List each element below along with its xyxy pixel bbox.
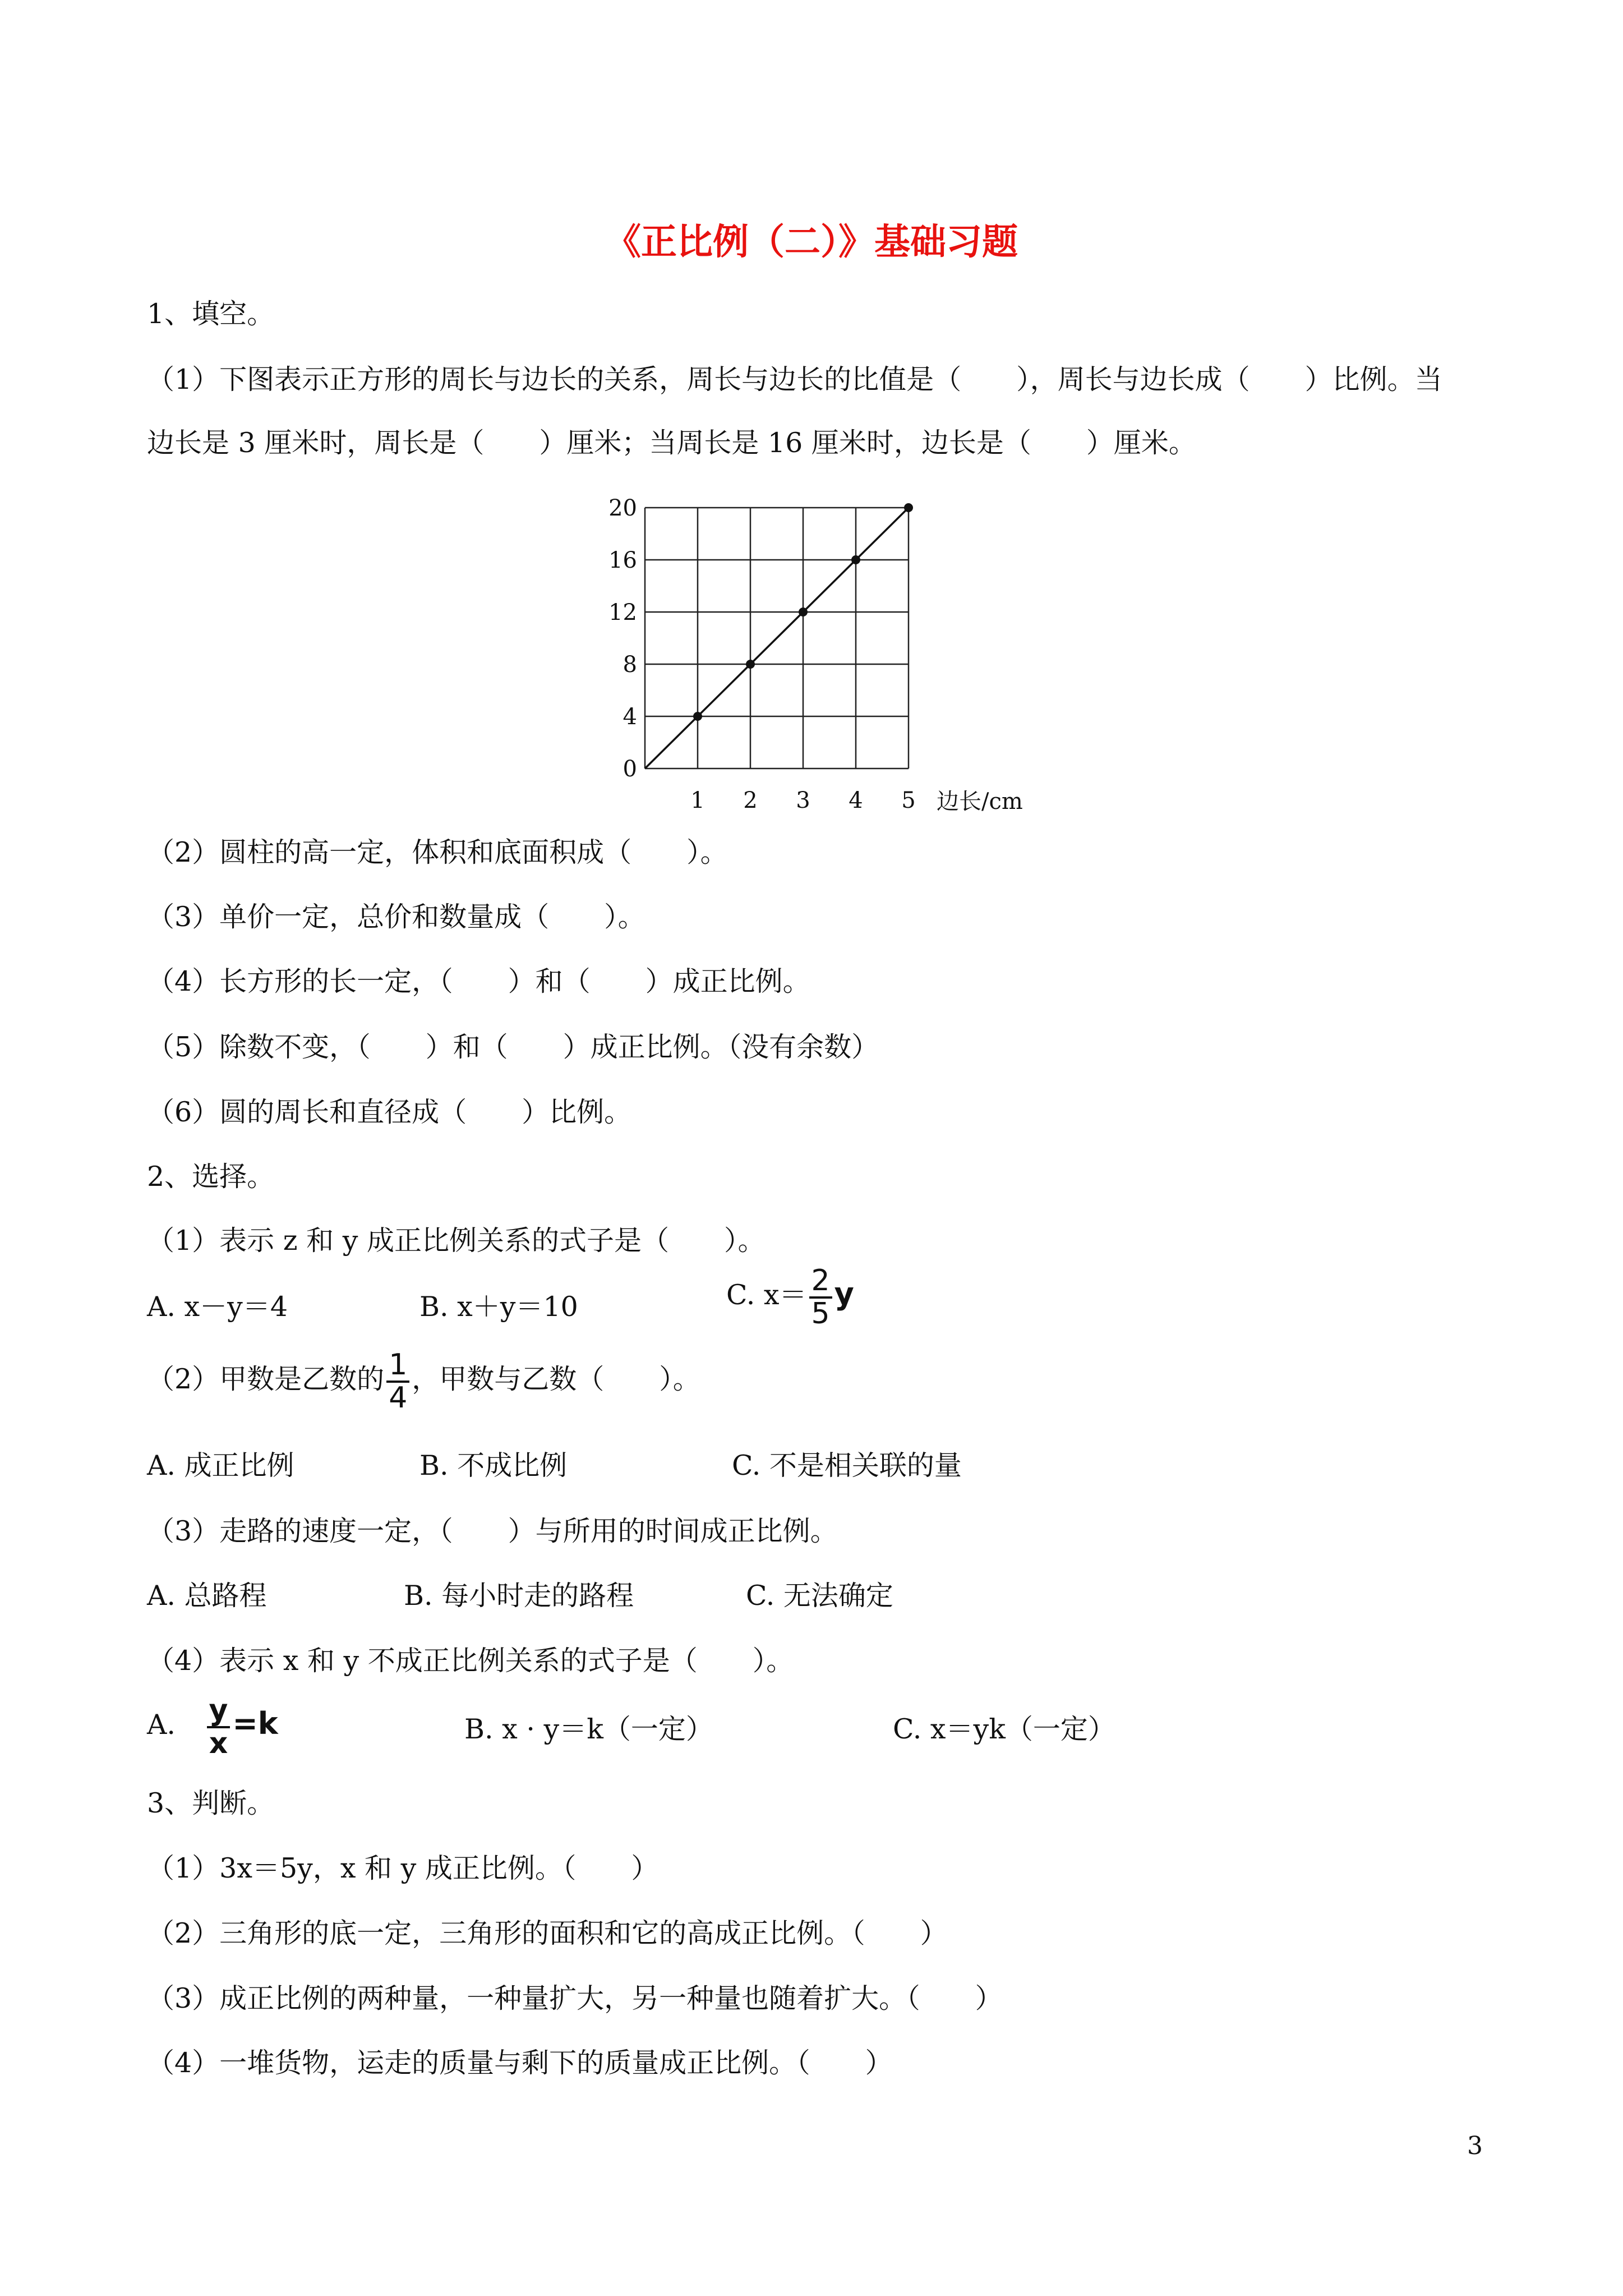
option-2-1-a: A. x－y＝4 — [147, 1291, 288, 1323]
option-2-4-a-prefix: A. — [147, 1709, 176, 1741]
page-number: 3 — [1467, 2132, 1483, 2160]
option-2-2-c: C. 不是相关联的量 — [732, 1450, 962, 1481]
series-line — [645, 508, 909, 769]
question-1-4: （4）长方形的长一定，（ ）和（ ）成正比例。 — [147, 965, 810, 997]
section-1-heading: 1、填空。 — [147, 298, 275, 330]
fraction-numerator: 2 — [809, 1266, 832, 1299]
data-point — [851, 555, 860, 564]
x-axis-label: 边长/cm — [937, 789, 1023, 813]
question-2-3: （3）走路的速度一定，（ ）与所用的时间成正比例。 — [147, 1515, 838, 1547]
option-2-1-b: B. x＋y＝10 — [419, 1291, 578, 1323]
fraction-y-over-x — [207, 1695, 230, 1759]
y-tick-label: 8 — [623, 652, 637, 678]
x-tick-label: 3 — [796, 788, 810, 813]
y-tick-label: 16 — [608, 547, 637, 573]
y-tick-label: 20 — [608, 495, 637, 521]
question-3-2: （2）三角形的底一定，三角形的面积和它的高成正比例。（ ） — [147, 1917, 948, 1949]
option-2-3-b: B. 每小时走的路程 — [404, 1580, 634, 1612]
question-2-2-prefix: （2）甲数是乙数的 — [147, 1363, 385, 1396]
option-2-3-c: C. 无法确定 — [746, 1580, 893, 1612]
x-tick-label: 5 — [901, 788, 916, 813]
question-3-1: （1）3x＝5y，x 和 y 成正比例。（ ） — [147, 1852, 659, 1884]
question-3-4: （4）一堆货物，运走的质量与剩下的质量成正比例。（ ） — [147, 2047, 893, 2079]
option-2-4-a-suffix: =k — [232, 1706, 278, 1742]
question-1-1-line-2: 边长是 3 厘米时，周长是（ ）厘米；当周长是 16 厘米时，边长是（ ）厘米。 — [147, 427, 1196, 459]
question-2-4: （4）表示 x 和 y 不成正比例关系的式子是（ ）。 — [147, 1645, 794, 1677]
page-title: 《正比例（二）》基础习题 — [605, 222, 1018, 263]
fraction-numerator: y — [207, 1695, 230, 1728]
question-2-2 — [147, 1350, 700, 1413]
fraction-denominator: 5 — [811, 1296, 830, 1331]
option-2-4-c: C. x＝yk（一定） — [893, 1713, 1115, 1745]
y-tick-label: 12 — [608, 600, 637, 625]
data-point — [799, 608, 808, 616]
section-3-heading: 3、判断。 — [147, 1787, 275, 1819]
question-2-1: （1）表示 z 和 y 成正比例关系的式子是（ ）。 — [147, 1225, 766, 1257]
perimeter-side-chart — [594, 488, 1043, 813]
fraction-two-fifths — [809, 1266, 832, 1329]
option-2-4-a — [147, 1695, 278, 1759]
question-1-6: （6）圆的周长和直径成（ ）比例。 — [147, 1096, 632, 1128]
x-tick-label: 4 — [849, 788, 863, 813]
fraction-one-quarter — [386, 1350, 409, 1413]
question-1-2: （2）圆柱的高一定，体积和底面积成（ ）。 — [147, 836, 728, 868]
question-1-3: （3）单价一定，总价和数量成（ ）。 — [147, 901, 645, 933]
question-1-1-line-1: （1）下图表示正方形的周长与边长的关系，周长与边长的比值是（ ），周长与边长成（ ）比例。当 — [147, 364, 1442, 395]
option-2-1-c-prefix: C. x＝ — [726, 1279, 807, 1312]
x-tick-label: 2 — [743, 788, 758, 813]
question-2-2-suffix: ，甲数与乙数（ ）。 — [412, 1363, 700, 1396]
section-2-heading: 2、选择。 — [147, 1161, 275, 1193]
data-point — [904, 503, 913, 512]
fraction-denominator: x — [209, 1726, 228, 1760]
option-2-4-b: B. x · y＝k（一定） — [464, 1713, 713, 1745]
y-tick-label: 4 — [623, 704, 637, 730]
fraction-denominator: 4 — [389, 1381, 408, 1415]
option-2-2-a: A. 成正比例 — [147, 1450, 294, 1481]
question-1-5: （5）除数不变，（ ）和（ ）成正比例。（没有余数） — [147, 1031, 879, 1063]
question-3-3: （3）成正比例的两种量，一种量扩大，另一种量也随着扩大。（ ） — [147, 1982, 1003, 2014]
option-2-2-b: B. 不成比例 — [419, 1450, 568, 1481]
option-2-1-c-variable: y — [834, 1276, 854, 1312]
data-point — [746, 660, 755, 669]
line-chart-svg — [594, 488, 1043, 813]
data-point — [693, 712, 702, 721]
option-2-1-c — [726, 1266, 854, 1329]
option-2-3-a: A. 总路程 — [147, 1580, 267, 1612]
x-tick-label: 1 — [690, 788, 705, 813]
y-tick-label: 0 — [623, 756, 637, 782]
fraction-numerator: 1 — [386, 1350, 409, 1383]
